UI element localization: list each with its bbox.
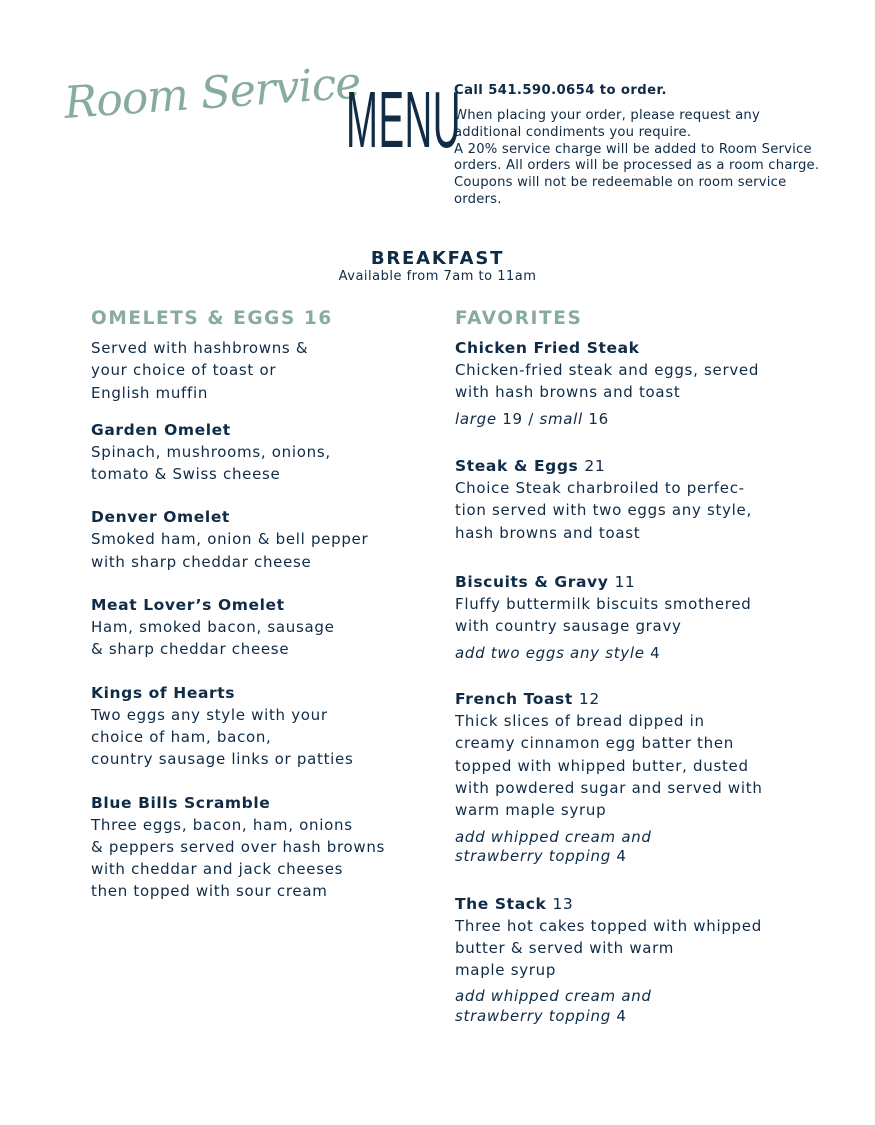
item-description: Three hot cakes topped with whipped butter & served with warm maple syrup xyxy=(455,916,762,980)
item-description: Ham, smoked bacon, sausage & sharp cheddar cheese xyxy=(91,618,335,659)
logo-script-text: Room Service xyxy=(62,57,362,129)
menu-item xyxy=(455,337,815,429)
menu-item xyxy=(91,682,421,771)
item-name: Steak & Eggs xyxy=(455,457,579,476)
item-price: 12 xyxy=(578,690,600,709)
menu-item xyxy=(91,594,421,661)
breakfast-header xyxy=(0,249,875,285)
addon-price: 4 xyxy=(616,1006,627,1025)
size-prices xyxy=(455,410,815,430)
item-addon xyxy=(455,987,815,1026)
section-subtitle: Available from 7am to 11am xyxy=(338,269,537,284)
item-price: 13 xyxy=(552,894,574,913)
item-description: Fluffy buttermilk biscuits smothered with country sausage gravy xyxy=(455,594,752,636)
item-name: Denver Omelet xyxy=(91,508,230,527)
addon-text: add whipped cream and strawberry topping xyxy=(455,987,652,1025)
omelets-description: Served with hashbrowns & your choice of toast or English muffin xyxy=(91,339,309,402)
item-name-with-price xyxy=(455,455,815,477)
section-title: BREAKFAST xyxy=(370,248,505,269)
favorites-title: FAVORITES xyxy=(455,308,583,329)
size-large-label: large xyxy=(455,409,497,428)
item-name: Garden Omelet xyxy=(91,420,231,439)
menu-item xyxy=(455,688,815,866)
item-addon xyxy=(455,828,815,867)
item-name: The Stack xyxy=(455,894,547,913)
item-description: Spinach, mushrooms, onions, tomato & Swiss cheese xyxy=(91,442,331,484)
item-name-with-price xyxy=(455,688,815,710)
addon-price: 4 xyxy=(650,643,661,662)
order-info xyxy=(454,83,854,209)
addon-price: 4 xyxy=(616,847,627,866)
item-name-with-price xyxy=(455,893,815,915)
addon-text: add two eggs any style xyxy=(455,643,645,662)
order-notes: When placing your order, please request any additional condiments you require. A 20% service charge will be added to Room Service orders. All orders will be processed as a room charge. Coupons will not be redeemable on room service orders. xyxy=(454,108,820,207)
favorites-column xyxy=(455,306,815,1026)
item-name: Blue Bills Scramble xyxy=(91,793,271,812)
item-description: Choice Steak charbroiled to perfec- tion served with two eggs any style, hash browns and toast xyxy=(455,479,752,542)
size-small-label: small xyxy=(539,409,583,428)
item-addon xyxy=(455,644,815,664)
item-name: Meat Lover’s Omelet xyxy=(91,596,285,615)
menu-item xyxy=(455,571,815,663)
menu-item xyxy=(91,506,421,573)
item-name: Chicken Fried Steak xyxy=(455,339,640,357)
logo-menu-text: MENU xyxy=(346,75,461,164)
small-price: 16 xyxy=(588,409,609,428)
item-name-with-price xyxy=(455,571,815,593)
menu-item xyxy=(455,893,815,1027)
menu-item xyxy=(91,419,421,486)
item-description: Three eggs, bacon, ham, onions & peppers served over hash browns with cheddar and jack cheeses then topped with sour cream xyxy=(91,815,386,901)
item-name: French Toast xyxy=(455,690,573,709)
item-price: 21 xyxy=(584,457,606,476)
menu-item xyxy=(91,792,421,903)
addon-text: add whipped cream and strawberry topping xyxy=(455,827,652,866)
omelets-column xyxy=(91,306,421,903)
item-description: Thick slices of bread dipped in creamy cinnamon egg batter then topped with whipped butter, dusted with powdered sugar and served with warm maple syrup xyxy=(455,712,763,820)
menu-item xyxy=(455,455,815,544)
size-separator: / xyxy=(522,409,540,428)
item-name: Biscuits & Gravy xyxy=(455,572,609,591)
item-description: Two eggs any style with your choice of ham, bacon, country sausage links or patties xyxy=(91,705,354,769)
large-price: 19 xyxy=(502,409,523,428)
item-description: Smoked ham, onion & bell pepper with sharp cheddar cheese xyxy=(91,530,369,571)
item-description: Chicken-fried steak and eggs, served with hash browns and toast xyxy=(455,361,760,402)
omelets-title: OMELETS & EGGS 16 xyxy=(91,308,333,329)
call-to-order: Call 541.590.0654 to order. xyxy=(454,83,667,98)
item-price: 11 xyxy=(614,572,636,591)
item-name: Kings of Hearts xyxy=(91,683,236,702)
